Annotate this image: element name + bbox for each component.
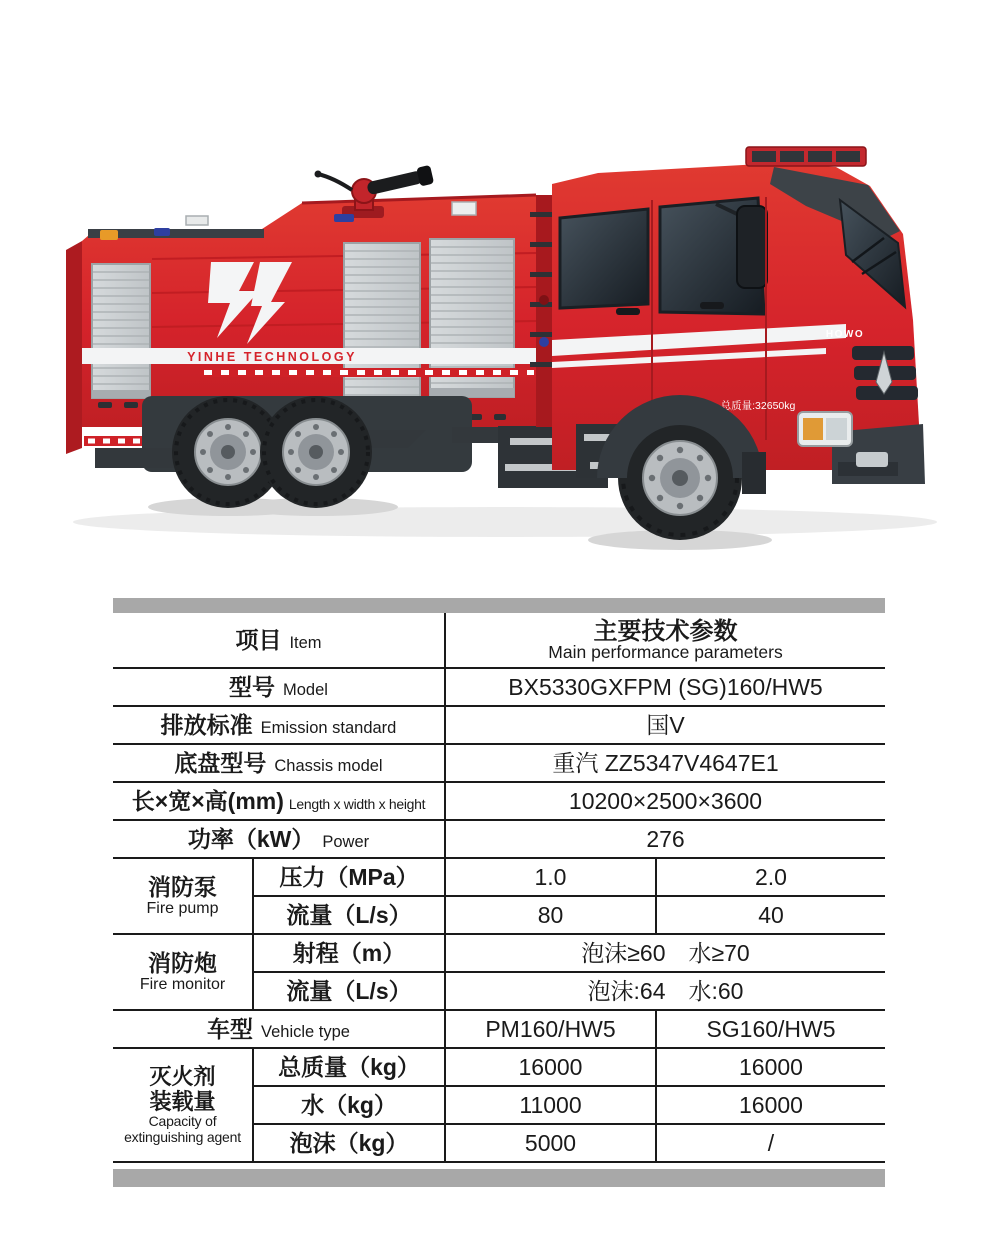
chassis-value: 重汽 ZZ5347V4647E1 <box>445 744 885 782</box>
fog-light <box>856 452 888 467</box>
fire-monitor-en: Fire monitor <box>139 975 226 993</box>
spec-section <box>113 598 885 1187</box>
dimensions-en: Length x width x height <box>288 795 426 812</box>
header-params-cn: 主要技术参数 <box>593 617 738 645</box>
capacity-en1: Capacity of <box>148 1113 217 1130</box>
vehicle-type-v2: SG160/HW5 <box>656 1010 885 1048</box>
emission-value: 国V <box>445 706 885 744</box>
dimensions-value: 10200×2500×3600 <box>445 782 885 820</box>
roller-door-rear <box>92 264 150 398</box>
fire-pump-cn: 消防泵 <box>148 874 217 901</box>
orange-beacon <box>100 230 118 240</box>
fire-pump-en: Fire pump <box>146 899 219 917</box>
roller-door-middle <box>344 243 420 411</box>
capacity-en2: extinguishing agent <box>124 1128 241 1145</box>
header-item-cn: 项目 <box>235 626 282 653</box>
power-cn: 功率（kW） <box>187 825 315 852</box>
body-stripe <box>82 348 536 364</box>
pump-pressure-v2: 2.0 <box>656 858 885 896</box>
blue-beacon-rear <box>154 228 170 236</box>
gvw-text: 总质量:32650kg <box>720 400 796 412</box>
spec-table <box>113 613 885 1163</box>
capacity-total-v2: 16000 <box>656 1048 885 1086</box>
row-pump-pressure <box>113 858 885 896</box>
capacity-water-v2: 16000 <box>656 1086 885 1124</box>
capacity-cn1: 灭火剂 <box>149 1063 216 1089</box>
emission-label <box>113 706 445 744</box>
vehicle-type-v1: PM160/HW5 <box>445 1010 656 1048</box>
row-emission <box>113 706 885 744</box>
capacity-label <box>113 1048 253 1162</box>
row-capacity-total <box>113 1048 885 1086</box>
blue-marker-light <box>539 337 549 347</box>
row-monitor-range <box>113 934 885 972</box>
roof-box <box>452 202 476 215</box>
fire-monitor-label <box>113 934 253 1010</box>
capacity-foam-v1: 5000 <box>445 1124 656 1162</box>
model-en: Model <box>283 680 328 699</box>
top-divider-bar <box>113 598 885 613</box>
header-params-en: Main performance parameters <box>548 641 783 662</box>
capacity-foam-label: 泡沫（kg） <box>253 1124 445 1162</box>
header-item-en: Item <box>289 633 322 652</box>
emission-en: Emission standard <box>260 718 397 737</box>
mudflap <box>742 452 766 494</box>
pump-pressure-label: 压力（MPa） <box>253 858 445 896</box>
roof-light-bar <box>746 147 866 166</box>
truck-photo <box>0 0 998 596</box>
roof-vent <box>186 216 208 225</box>
power-label <box>113 820 445 858</box>
monitor-range-value: 泡沫≥60 水≥70 <box>445 934 885 972</box>
front-grille <box>852 346 918 400</box>
capacity-water-label: 水（kg） <box>253 1086 445 1124</box>
pump-flow-label: 流量（L/s） <box>253 896 445 934</box>
emission-cn: 排放标准 <box>160 711 253 738</box>
monitor-flow-value: 泡沫:64 水:60 <box>445 972 885 1010</box>
door-handle <box>616 308 640 315</box>
headlight <box>798 412 852 446</box>
stripe-text: YINHE TECHNOLOGY <box>187 350 357 364</box>
capacity-cn2: 装载量 <box>149 1088 216 1114</box>
row-dimensions <box>113 782 885 820</box>
fire-monitor-cn: 消防炮 <box>148 950 217 977</box>
pump-pressure-v1: 1.0 <box>445 858 656 896</box>
power-value: 276 <box>445 820 885 858</box>
door-handle <box>700 302 724 309</box>
bottom-divider-bar <box>113 1169 885 1187</box>
rear-wheel-2 <box>260 396 372 508</box>
vehicle-type-en: Vehicle type <box>261 1022 350 1041</box>
ground-shadow <box>73 498 937 550</box>
truck-rear-face <box>66 241 82 454</box>
header-params-cell <box>445 613 885 668</box>
chassis-cn: 底盘型号 <box>174 749 267 776</box>
header-item-cell <box>113 613 445 668</box>
row-chassis <box>113 744 885 782</box>
rear-door-window <box>560 209 648 308</box>
capacity-total-label: 总质量（kg） <box>253 1048 445 1086</box>
dimensions-cn: 长×宽×高(mm) <box>131 787 284 814</box>
capacity-foam-v2: / <box>656 1124 885 1162</box>
header-row <box>113 613 885 668</box>
pump-flow-v1: 80 <box>445 896 656 934</box>
vehicle-type-label <box>113 1010 445 1048</box>
dimensions-label <box>113 782 445 820</box>
chassis-label <box>113 744 445 782</box>
brand-text: HOWO <box>825 329 865 340</box>
model-cn: 型号 <box>229 673 276 700</box>
fire-pump-label <box>113 858 253 934</box>
monitor-range-label: 射程（m） <box>253 934 445 972</box>
row-model <box>113 668 885 706</box>
monitor-flow-label: 流量（L/s） <box>253 972 445 1010</box>
capacity-total-v1: 16000 <box>445 1048 656 1086</box>
model-value: BX5330GXFPM (SG)160/HW5 <box>445 668 885 706</box>
fire-truck-illustration <box>0 0 998 596</box>
red-marker-light <box>539 295 549 305</box>
row-vehicle-type <box>113 1010 885 1048</box>
chassis-en: Chassis model <box>274 756 383 775</box>
capacity-water-v1: 11000 <box>445 1086 656 1124</box>
vehicle-type-cn: 车型 <box>207 1015 253 1042</box>
row-power <box>113 820 885 858</box>
pump-flow-v2: 40 <box>656 896 885 934</box>
power-en: Power <box>322 832 370 851</box>
blue-beacon <box>334 214 354 222</box>
model-label <box>113 668 445 706</box>
